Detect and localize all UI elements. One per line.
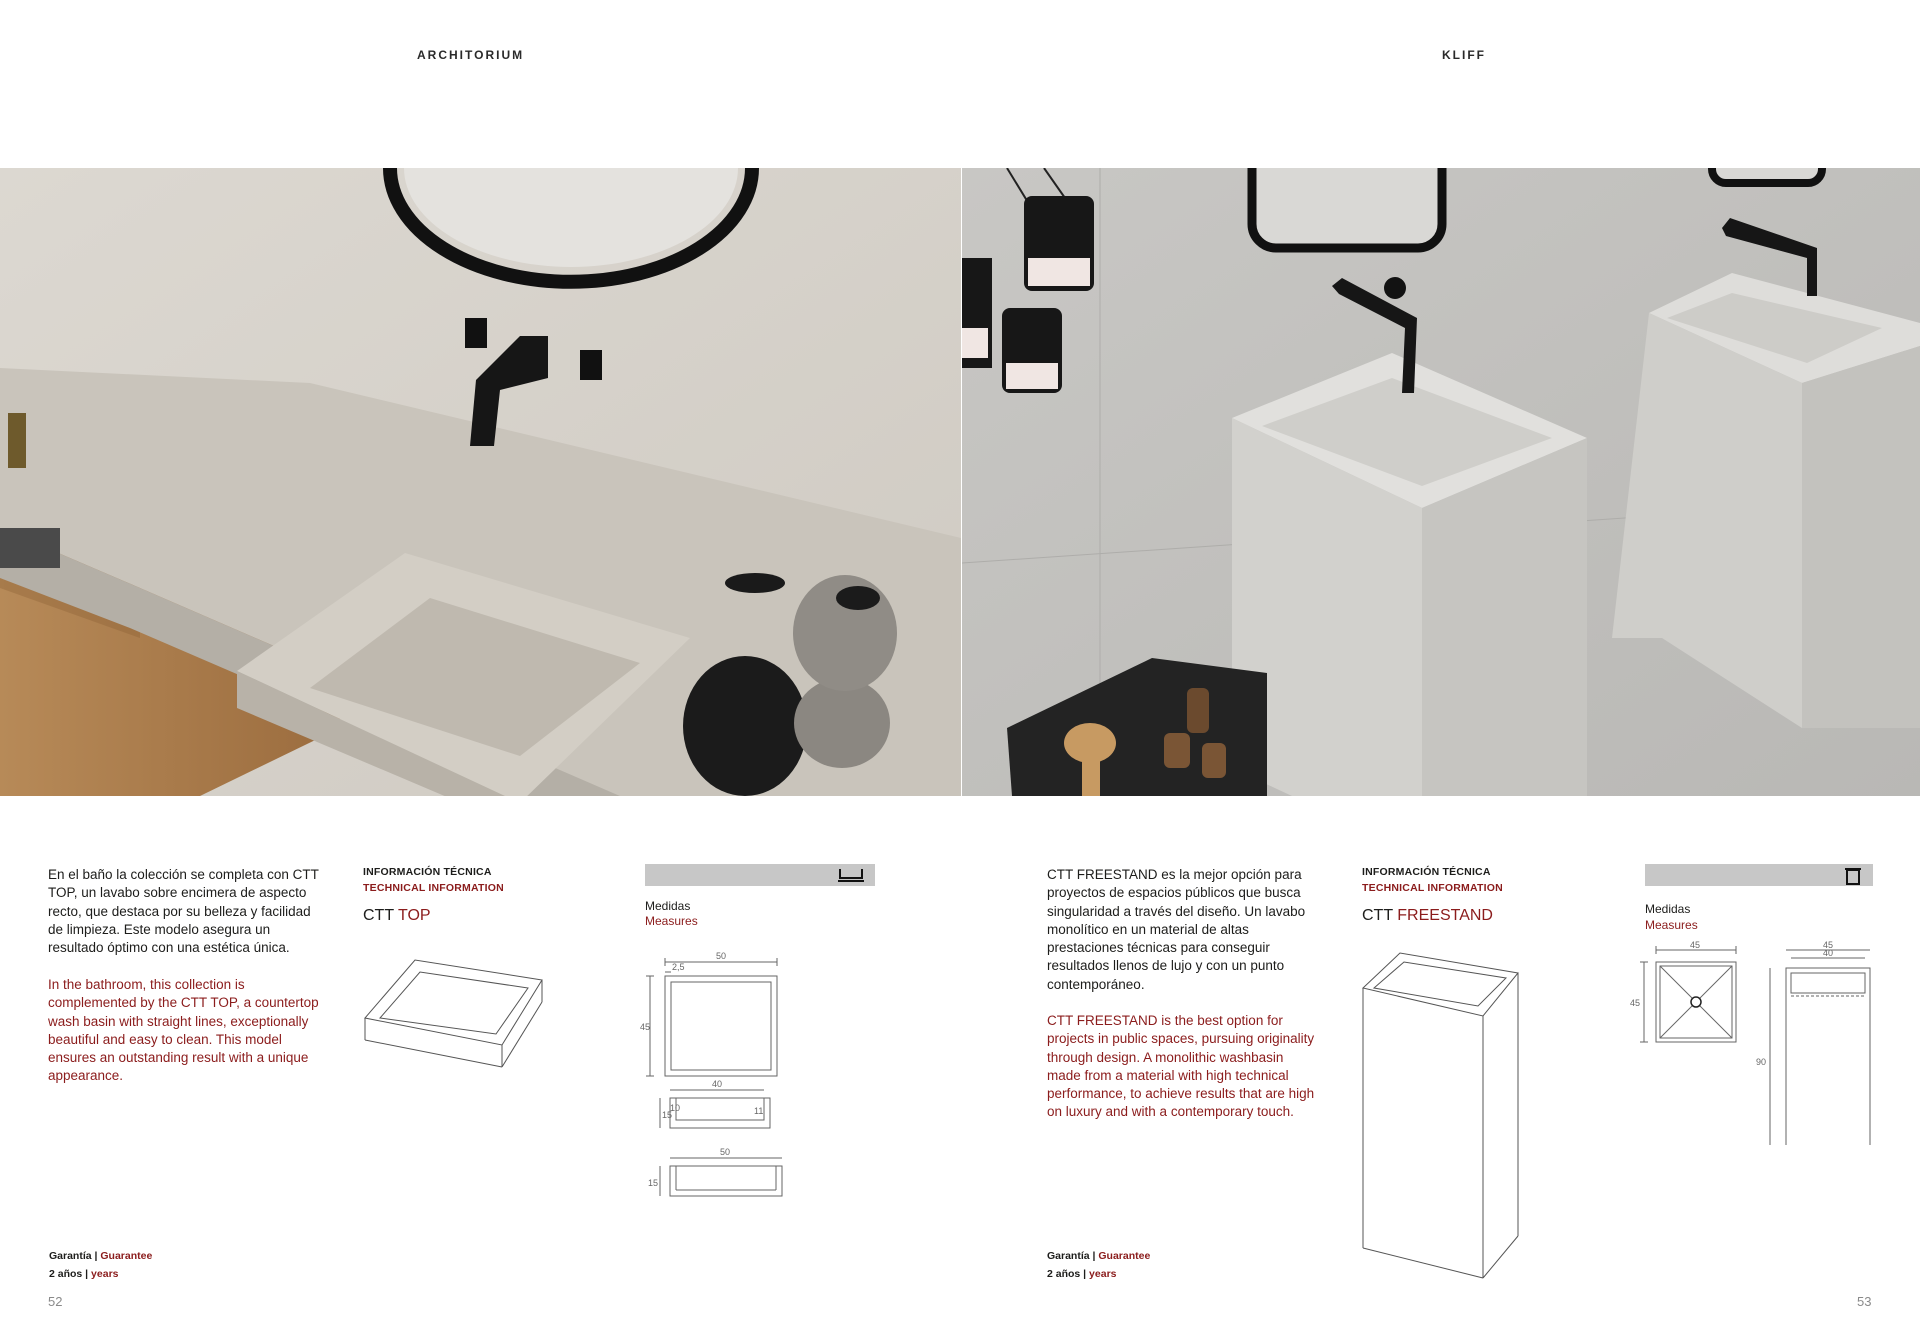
countertop-basin-icon [837, 867, 865, 883]
intro-text-es: En el baño la colección se completa con CTT TOP, un lavabo sobre encimera de aspecto recto, que destaca por su belleza y facilidad de limpieza. Este modelo asegura un resultado óptimo con una estética única. [48, 867, 319, 956]
guarantee-label: Garantía | Guarantee [1047, 1250, 1151, 1262]
technical-info-label-en: TECHNICAL INFORMATION [363, 882, 504, 894]
dim-elevation-height: 90 [1756, 1057, 1767, 1067]
guarantee-es: Garantía [49, 1250, 92, 1262]
freestand-scene-illustration [962, 168, 1920, 796]
measures-label-es: Medidas [1645, 902, 1691, 916]
running-head-right: KLIFF [1442, 48, 1486, 62]
product-title [1362, 907, 1493, 925]
dim-top-width: 50 [716, 951, 727, 961]
years-en: years [1089, 1268, 1117, 1280]
measures-header-bar [1645, 864, 1873, 886]
dim-front-width: 50 [720, 1147, 731, 1157]
dim-top-depth: 45 [640, 1022, 651, 1032]
bathroom-photo-freestand [962, 168, 1920, 796]
intro-text-en: CTT FREESTAND is the best option for projects in public spaces, pursuing originality through design. A monolithic washbasin made from a material with high technical performance, to achieve results that are high on luxury and with a contemporary touch. [1047, 1013, 1315, 1120]
intro-text-es: CTT FREESTAND es la mejor opción para proyectos de espacios públicos que busca singularidad a través del diseño. Un lavabo monolítico en un material de altas prestaciones técnicas para conseguir resultados llenos de lujo y con un punto contemporáneo. [1047, 867, 1306, 992]
dim-section-inner-height: 10 [670, 1103, 681, 1113]
measures-label-en: Measures [1645, 918, 1698, 932]
dim-plan-depth: 45 [1630, 998, 1641, 1008]
page-number-right: 53 [1857, 1294, 1872, 1309]
technical-info-label-es: INFORMACIÓN TÉCNICA [363, 866, 492, 878]
ctt-freestand-isometric-drawing [1358, 948, 1528, 1283]
guarantee-en: Guarantee [1098, 1250, 1151, 1262]
dim-top-rim: 2,5 [672, 962, 685, 972]
years-es: 2 años [49, 1268, 83, 1280]
product-prefix: CTT [1362, 907, 1393, 924]
dim-plan-width: 45 [1690, 940, 1701, 950]
dim-section-width: 40 [712, 1079, 723, 1089]
ctt-top-technical-drawing [640, 948, 790, 1213]
years-es: 2 años [1047, 1268, 1081, 1280]
dim-elevation-inner: 40 [1823, 948, 1834, 958]
product-title [363, 907, 431, 925]
bathroom-photo-countertop [0, 168, 961, 796]
ctt-top-isometric-drawing [360, 940, 550, 1085]
guarantee-es: Garantía [1047, 1250, 1090, 1262]
dim-elevation-width: 45 [1823, 940, 1834, 950]
dim-section-depth: 11 [754, 1106, 764, 1116]
freestanding-basin-icon [1843, 867, 1863, 885]
product-name: FREESTAND [1397, 907, 1493, 924]
guarantee-label: Garantía | Guarantee [49, 1250, 153, 1262]
measures-header-bar [645, 864, 875, 886]
guarantee-years: 2 años | years [49, 1268, 119, 1280]
guarantee-en: Guarantee [100, 1250, 153, 1262]
product-name: TOP [397, 907, 431, 924]
guarantee-years: 2 años | years [1047, 1268, 1117, 1280]
technical-info-label-en: TECHNICAL INFORMATION [1362, 882, 1503, 894]
countertop-scene-illustration [0, 168, 961, 796]
measures-label-es: Medidas [645, 899, 691, 913]
running-head-left: ARCHITORIUM [417, 48, 525, 62]
measures-label-en: Measures [645, 914, 698, 928]
page-number-left: 52 [48, 1294, 63, 1309]
dim-front-height: 15 [648, 1178, 659, 1188]
dim-section-outer-height: 15 [662, 1110, 673, 1120]
ctt-freestand-technical-drawing [1630, 940, 1880, 1145]
intro-text-en: In the bathroom, this collection is complemented by the CTT TOP, a countertop wash basin with straight lines, exceptionally beautiful and easy to clean. This model ensures an outstanding result with a unique appearance. [48, 977, 319, 1084]
years-en: years [91, 1268, 119, 1280]
product-prefix: CTT [363, 907, 394, 924]
technical-info-label-es: INFORMACIÓN TÉCNICA [1362, 866, 1491, 878]
